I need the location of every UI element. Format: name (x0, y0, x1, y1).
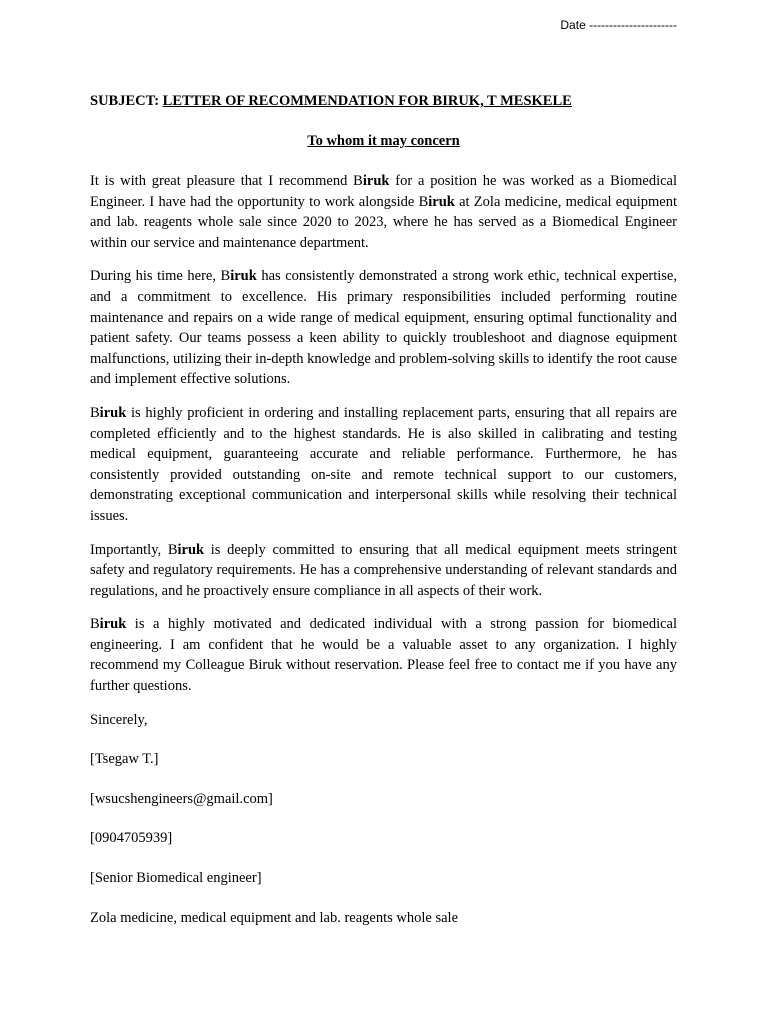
subject-line (90, 93, 572, 110)
paragraph-4-text-c: is deeply committed to ensuring that all medical equipment meets stringent safety and regulatory requirements. He has a comprehensive understanding of relevant standards and regulations, and he proactively ensure compliance in all aspects of their work. (90, 541, 678, 599)
paragraph-2-name-bold: iruk (230, 268, 257, 285)
paragraph-2-text-c: has consistently demonstrated a strong work ethic, technical expertise, and a commitment to excellence. His primary responsibilities included performing routine maintenance and repairs on a wide range of medical equipment, ensuring optimal functionality and patient safety. Our teams possess a keen ability to quickly troubleshoot and diagnose equipment malfunctions, utilizing their in-depth knowledge and problem-solving skills to identify the root cause and implement effective solutions. (90, 268, 677, 388)
signer-email: [wsucshengineers@gmail.com] (90, 790, 273, 807)
paragraph-5-text-c: is a highly motivated and dedicated individual with a strong passion for biomedical engineering. I am confident that he would be a valuable asset to any organization. I highly recommend my Colleague Biruk without reservation. Please feel free to contact me if you have any further questions. (90, 616, 677, 695)
paragraph-1-text-e: at Zola medicine, medical equipment and lab. reagents whole sale since 2020 to 2023, where he has served as a Biomedical Engineer within our service and maintenance department. (90, 193, 677, 251)
paragraph-3-name-bold: iruk (99, 404, 127, 421)
salutation: To whom it may concern (307, 133, 460, 149)
subject-label: SUBJECT: (90, 93, 163, 109)
date-line: Date ---------------------- (560, 18, 677, 32)
signer-name: [Tsegaw T.] (90, 751, 159, 768)
paragraph-4 (90, 540, 677, 602)
paragraph-1-name-bold-1: iruk (362, 173, 390, 189)
paragraph-5-text-a: B (90, 616, 100, 633)
paragraph-4-name-bold: iruk (177, 541, 205, 558)
signer-organization: Zola medicine, medical equipment and lab. reagents whole sale (90, 909, 459, 926)
signer-phone: [0904705939] (90, 830, 173, 847)
paragraph-2 (90, 266, 677, 390)
sign-off: Sincerely, (90, 711, 148, 728)
paragraph-1-text-a: It is with great pleasure that I recommend B (90, 173, 363, 189)
paragraph-5 (90, 614, 677, 696)
paragraph-1-name-bold-2: iruk (428, 193, 455, 210)
paragraph-1 (90, 171, 677, 253)
paragraph-3-text-c: is highly proficient in ordering and installing replacement parts, ensuring that all repairs are completed efficiently and to the highest standards. He is also skilled in calibrating and testing medical equipment, guaranteeing accurate and reliable performance. Furthermore, he has consistently provided outstanding on-site and remote technical support to our customers, demonstrating exceptional communication and interpersonal skills while resolving their technical issues. (90, 404, 677, 524)
paragraph-1-text-c: for a position he was worked as a Biomedical Engineer. I have had the opportunity to work alongside B (90, 173, 677, 210)
paragraph-3 (90, 403, 677, 527)
paragraph-3-text-a: B (90, 404, 100, 421)
letter-body (90, 171, 677, 947)
paragraph-4-text-a: Importantly, B (90, 541, 178, 558)
paragraph-5-name-bold: iruk (99, 616, 127, 633)
paragraph-2-text-a: During his time here, B (90, 268, 231, 285)
subject-text: LETTER OF RECOMMENDATION FOR BIRUK, T MESKELE (162, 93, 572, 109)
signer-title: [Senior Biomedical engineer] (90, 870, 262, 887)
closing-block (90, 710, 677, 929)
